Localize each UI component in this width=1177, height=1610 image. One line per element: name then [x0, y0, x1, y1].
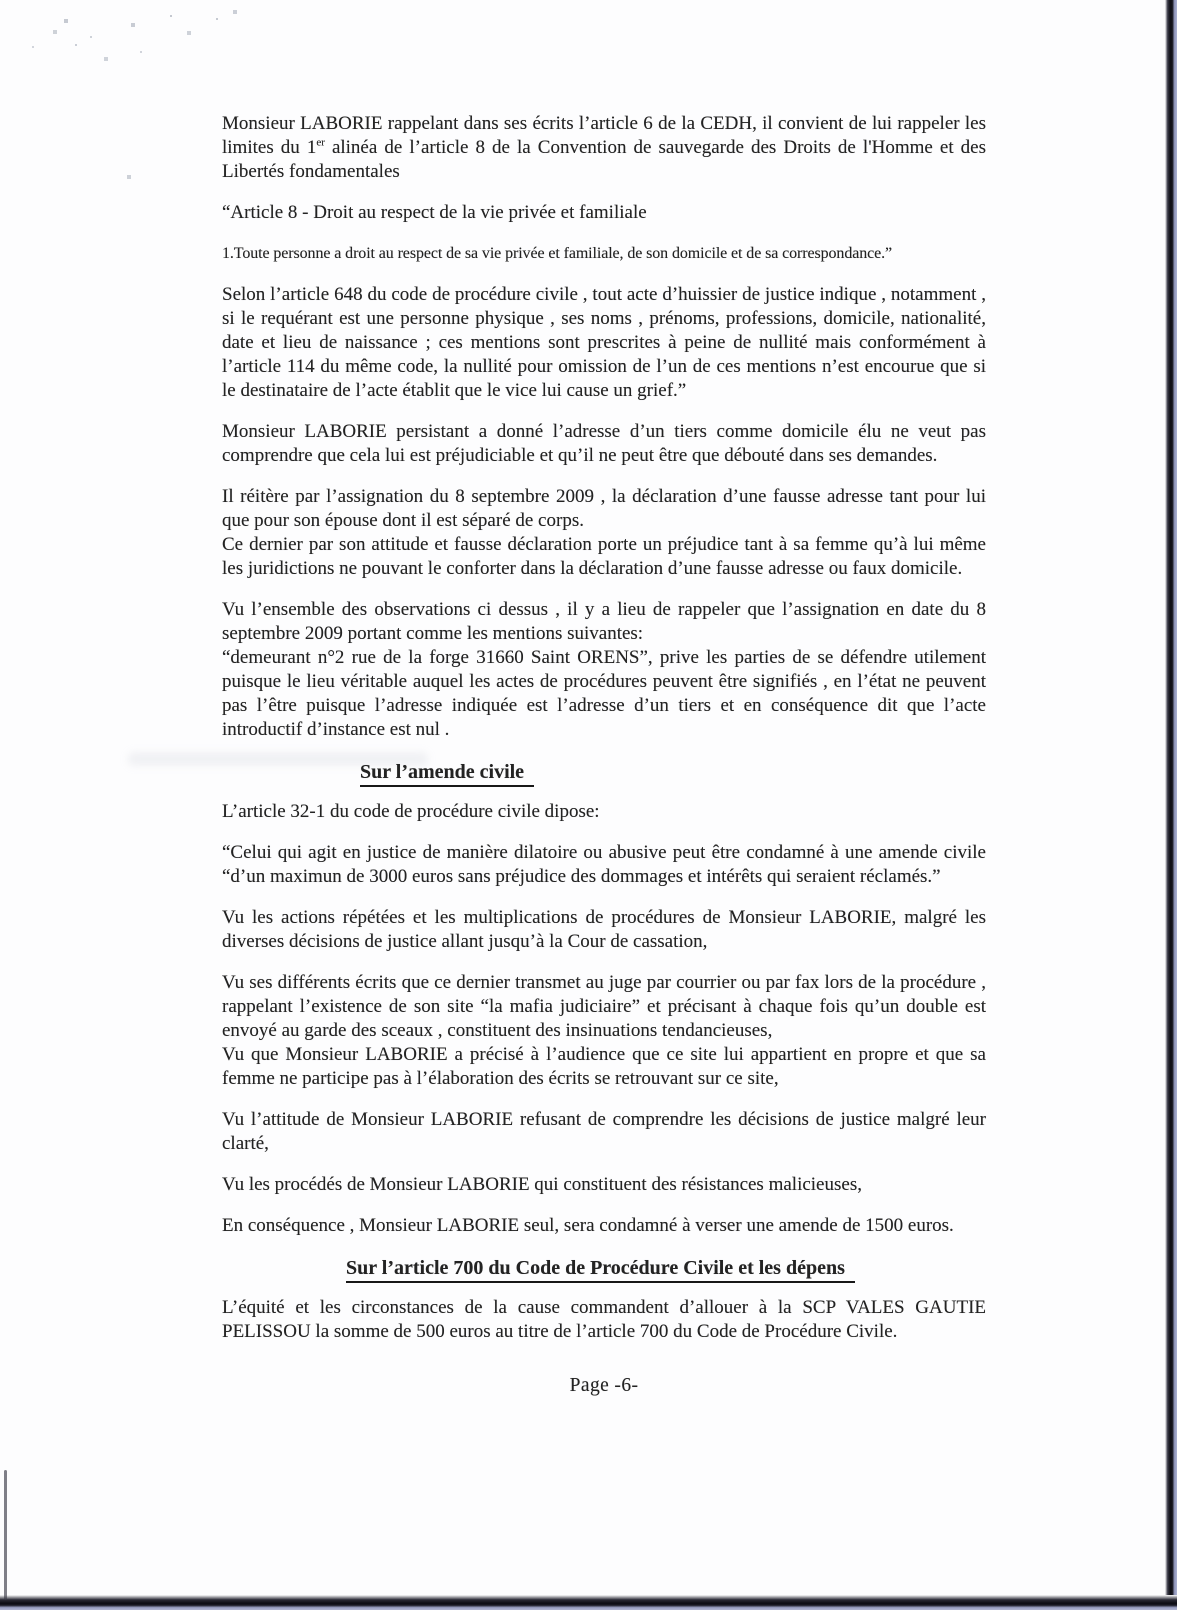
superscript-er: er	[316, 136, 325, 149]
section-heading-article-700	[346, 1255, 986, 1281]
paragraph-text: alinéa de l’article 8 de la Convention de sauvegarde des Droits de l'Homme et des Libertés fondamentales	[222, 137, 986, 182]
document-body	[222, 112, 986, 1398]
heading-underlined-text: Sur l’article 700 du Code de Procédure Civile et les dépens	[346, 1257, 855, 1283]
scan-edge-left	[4, 1470, 7, 1600]
paragraph-line: Vu l’ensemble des observations ci dessus , il y a lieu de rappeler que l’assignation en date du 8 septembre 2009 portant comme les mentions suivantes:	[222, 599, 986, 644]
paragraph-actions-repetees: Vu les actions répétées et les multiplications de procédures de Monsieur LABORIE, malgré les diverses décisions de justice allant jusqu’à la Cour de cassation,	[222, 907, 986, 952]
paragraph-line: Ce dernier par son attitude et fausse déclaration porte un préjudice tant à sa femme qu’à lui même les juridictions ne pouvant le conforter dans la déclaration d’une fausse adresse ou faux domicile.	[222, 534, 986, 579]
paragraph-attitude: Vu l’attitude de Monsieur LABORIE refusant de comprendre les décisions de justice malgré leur clarté,	[222, 1109, 986, 1154]
paragraph-line: Il réitère par l’assignation du 8 septembre 2009 , la déclaration d’une fausse adresse tant pour lui que pour son épouse dont il est séparé de corps.	[222, 486, 986, 531]
scan-edge-bottom	[0, 1595, 1177, 1610]
paragraph-text: Monsieur LABORIE rappelant dans ses écrits l’article 6 de la CEDH, il convient de lui rappeler les limites du 1	[222, 113, 986, 158]
paragraph-article648: Selon l’article 648 du code de procédure civile , tout acte d’huissier de justice indique , notamment , si le requérant est une personne physique , ses noms , prénoms, professions, domicile, nationalité, date et lieu de naissance ; ces mentions sont prescrites à peine de nullité mais conformément à l’article 114 du même code, la nullité pour omission de l’un de ces mentions n’est encourue que si le destinataire de l’acte établit que le vice lui cause un grief.”	[222, 284, 986, 401]
paragraph-cedh	[222, 112, 986, 184]
scan-edge-right	[1165, 0, 1177, 1610]
paragraph-equite-scp: L’équité et les circonstances de la cause commandent d’allouer à la SCP VALES GAUTIE PELISSOU la somme de 500 euros au titre de l’article 700 du Code de Procédure Civile.	[222, 1297, 986, 1342]
paragraph-condamnation-amende: En conséquence , Monsieur LABORIE seul, sera condamné à verser une amende de 1500 euros.	[222, 1215, 954, 1236]
paragraph-article8-title: “Article 8 - Droit au respect de la vie privée et familiale	[222, 202, 647, 223]
paragraph-line: Vu que Monsieur LABORIE a précisé à l’audience que ce site lui appartient en propre et que sa femme ne participe pas à l’élaboration des écrits se retrouvant sur ce site,	[222, 1044, 986, 1089]
paragraph-article8-quote: 1.Toute personne a droit au respect de sa vie privée et familiale, de son domicile et de sa correspondance.”	[222, 245, 893, 262]
paragraph-amende-quote: “Celui qui agit en justice de manière dilatoire ou abusive peut être condamné à une amende civile “d’un maximun de 3000 euros sans préjudice des dommages et intérêts qui seraient réclamés.”	[222, 842, 986, 887]
paragraph-domicile-elu: Monsieur LABORIE persistant a donné l’adresse d’un tiers comme domicile élu ne veut pas comprendre que cela lui est préjudiciable et qu’il ne peut être que débouté dans ses demandes.	[222, 421, 986, 466]
section-heading-amende-civile	[360, 759, 986, 785]
paragraph-article-32-1: L’article 32-1 du code de procédure civile dipose:	[222, 801, 600, 822]
page-number: Page -6-	[569, 1375, 639, 1396]
paragraph-procedes: Vu les procédés de Monsieur LABORIE qui constituent des résistances malicieuses,	[222, 1174, 862, 1195]
paragraph-reitere	[222, 485, 986, 581]
paragraph-ecrits-site	[222, 971, 986, 1091]
paragraph-observations	[222, 598, 986, 742]
paragraph-line: Vu ses différents écrits que ce dernier transmet au juge par courrier ou par fax lors de la procédure , rappelant l’existence de son site “la mafia judiciaire” et précisant à chaque fois qu’un double est envoyé au garde des sceaux , constituent des insinuations tendancieuses,	[222, 972, 986, 1041]
heading-underlined-text: Sur l’amende civile	[360, 761, 534, 787]
paragraph-line: “demeurant n°2 rue de la forge 31660 Saint ORENS”, prive les parties de se défendre utilement puisque le lieu véritable auquel les actes de procédures peuvent être signifiés , en l’état ne peuvent pas l’être puisque l’adresse indiquée est l’adresse d’un tiers et en conséquence dit que l’acte introductif d’instance est nul .	[222, 647, 986, 740]
scan-noise-specks	[20, 6, 22, 8]
